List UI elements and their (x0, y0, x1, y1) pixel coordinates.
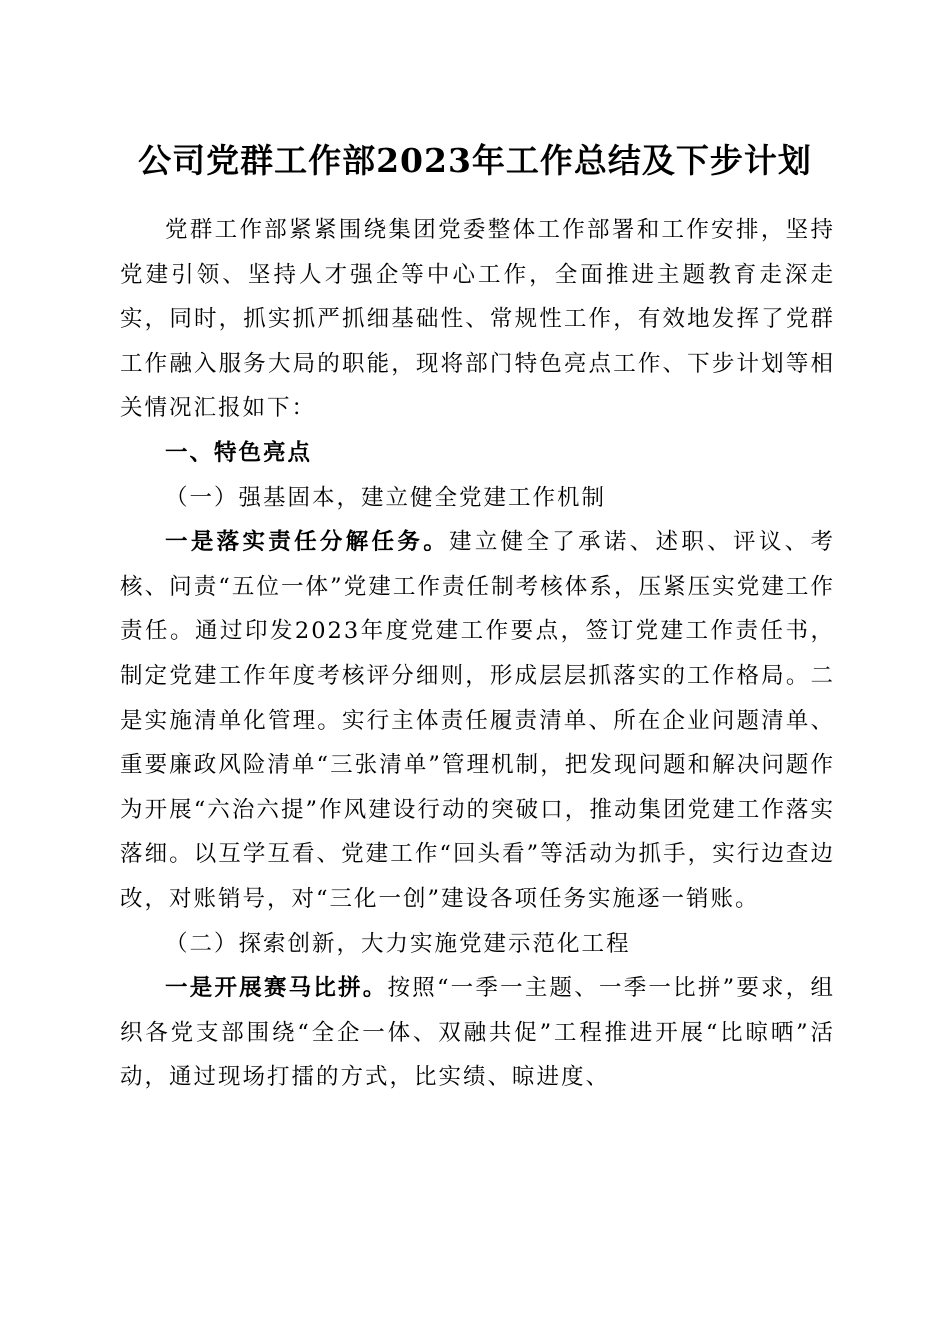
intro-paragraph: 党群工作部紧紧围绕集团党委整体工作部署和工作安排，坚持党建引领、坚持人才强企等中心工作，全面推进主题教育走深走实，同时，抓实抓严抓细基础性、常规性工作，有效地发挥了党群工作融入服务大局的职能，现将部门特色亮点工作、下步计划等相关情况汇报如下： (120, 217, 835, 422)
paragraph-text: 按照“一季一主题、一季一比拼”要求，组织各党支部围绕“全企一体、双融共促”工程推进开展“比晾晒”活动，通过现场打擂的方式，比实绩、晾进度、 (120, 975, 835, 1091)
body-paragraph (120, 520, 835, 921)
paragraph-lead: 一是落实责任分解任务。 (165, 529, 450, 556)
document-title: 公司党群工作部2023年工作总结及下步计划 (138, 141, 812, 180)
subsection-heading: （一）强基固本，建立健全党建工作机制 (165, 484, 607, 511)
paragraph-lead: 一是开展赛马比拼。 (165, 975, 388, 1002)
section-heading: 一、特色亮点 (165, 439, 313, 466)
paragraph-text: 建立健全了承诺、述职、评议、考核、问责“五位一体”党建工作责任制考核体系，压紧压实党建工作责任。通过印发2023年度党建工作要点，签订党建工作责任书，制定党建工作年度考核评分细则，形成层层抓落实的工作格局。二是实施清单化管理。实行主体责任履责清单、所在企业问题清单、重要廉政风险清单“三张清单”管理机制，把发现问题和解决问题作为开展“六治六提”作风建设行动的突破口，推动集团党建工作落实落细。以互学互看、党建工作“回头看”等活动为抓手，实行边查边改，对账销号，对“三化一创”建设各项任务实施逐一销账。 (120, 529, 835, 912)
document-body (120, 208, 835, 1100)
body-paragraph (120, 966, 835, 1100)
subsection-heading: （二）探索创新，大力实施党建示范化工程 (165, 930, 631, 957)
